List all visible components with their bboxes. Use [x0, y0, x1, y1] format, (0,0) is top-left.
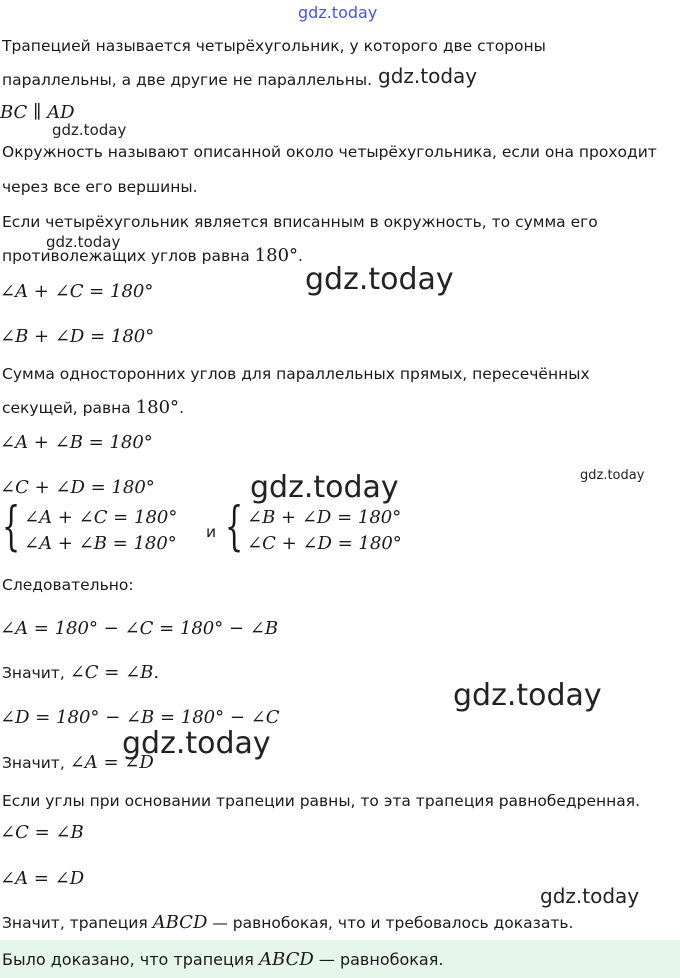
system-row: ∠C + ∠D = 180° [247, 533, 402, 554]
equation-system-2 [225, 497, 425, 559]
watermark: gdz.today [540, 884, 640, 908]
brace: { [225, 497, 244, 557]
math-expression: ∠C = ∠B. [69, 662, 160, 683]
text-segment: — равнобокая. [318, 950, 444, 969]
therefore-label: Следовательно: [2, 576, 134, 594]
paragraph-qed [2, 913, 573, 933]
conclusion-c-b [2, 663, 159, 683]
watermark: gdz.today [378, 64, 478, 88]
text-segment: Значит, [2, 664, 65, 682]
paragraph-one-sided: Сумма односторонних углов для параллельных прямых, пересечённых [2, 365, 590, 383]
parallel-statement: BC ∥ AD [0, 102, 75, 123]
math-expression: ∠A = ∠D [69, 752, 154, 773]
watermark: gdz.today [122, 726, 271, 761]
paragraph-definition: Трапецией называется четырёхугольник, у которого две стороны [2, 37, 546, 55]
paragraph-isosceles-criterion: Если углы при основании трапеции равны, то эта трапеция равнобедренная. [2, 792, 641, 810]
conjunction-and: и [206, 523, 217, 541]
paragraph-one-sided-cont: секущей, равна 180°. [2, 397, 184, 418]
watermark: gdz.today [250, 470, 399, 505]
equation-a-c: ∠A + ∠C = 180° [0, 281, 154, 302]
paragraph-circumscribed: Окружность называют описанной около четырёхугольника, если она проходит [2, 143, 657, 161]
conclusion-a-d [2, 753, 154, 773]
watermark: gdz.today [580, 468, 645, 483]
system-row: ∠B + ∠D = 180° [247, 507, 402, 528]
paragraph-definition-cont: параллельны, а две другие не параллельны. [2, 71, 372, 89]
math-180: 180° [254, 245, 299, 266]
paragraph-final [2, 950, 443, 970]
math-180: 180° [135, 397, 180, 418]
watermark: gdz.today [305, 262, 454, 297]
equation-a-b: ∠A + ∠B = 180° [0, 432, 153, 453]
text-segment: Значит, трапеция [2, 914, 148, 932]
system-row: ∠A + ∠B = 180° [24, 533, 177, 554]
math-abcd: ABCD [259, 949, 314, 970]
watermark: gdz.today [453, 678, 602, 713]
math-abcd: ABCD [152, 912, 208, 933]
equation-b-d: ∠B + ∠D = 180° [0, 326, 155, 347]
paragraph-inscribed-cont: противолежащих углов равна 180°. [2, 245, 303, 266]
system-row: ∠A + ∠C = 180° [24, 507, 178, 528]
equation-c-eq-b: ∠C = ∠B [0, 822, 84, 843]
equation-c-d: ∠C + ∠D = 180° [0, 477, 155, 498]
text-segment: — равнобокая, что и требовалось доказать. [212, 914, 574, 932]
equation-a-chain: ∠A = 180° − ∠C = 180° − ∠B [0, 618, 279, 639]
text-segment: Значит, [2, 754, 65, 772]
text-segment: Было доказано, что трапеция [2, 950, 254, 969]
paragraph-inscribed: Если четырёхугольник является вписанным в окружность, то сумма его [2, 213, 598, 231]
brace: { [2, 497, 21, 557]
equation-a-eq-d: ∠A = ∠D [0, 868, 85, 889]
text-segment: секущей, равна [2, 399, 131, 417]
watermark: gdz.today [298, 3, 378, 22]
paragraph-circumscribed-cont: через все его вершины. [2, 178, 198, 196]
watermark: gdz.today [46, 233, 121, 251]
text-segment: противолежащих углов равна [2, 247, 250, 265]
equation-system-1 [2, 497, 202, 559]
watermark: gdz.today [52, 121, 127, 139]
equation-d-chain: ∠D = 180° − ∠B = 180° − ∠C [0, 707, 280, 728]
